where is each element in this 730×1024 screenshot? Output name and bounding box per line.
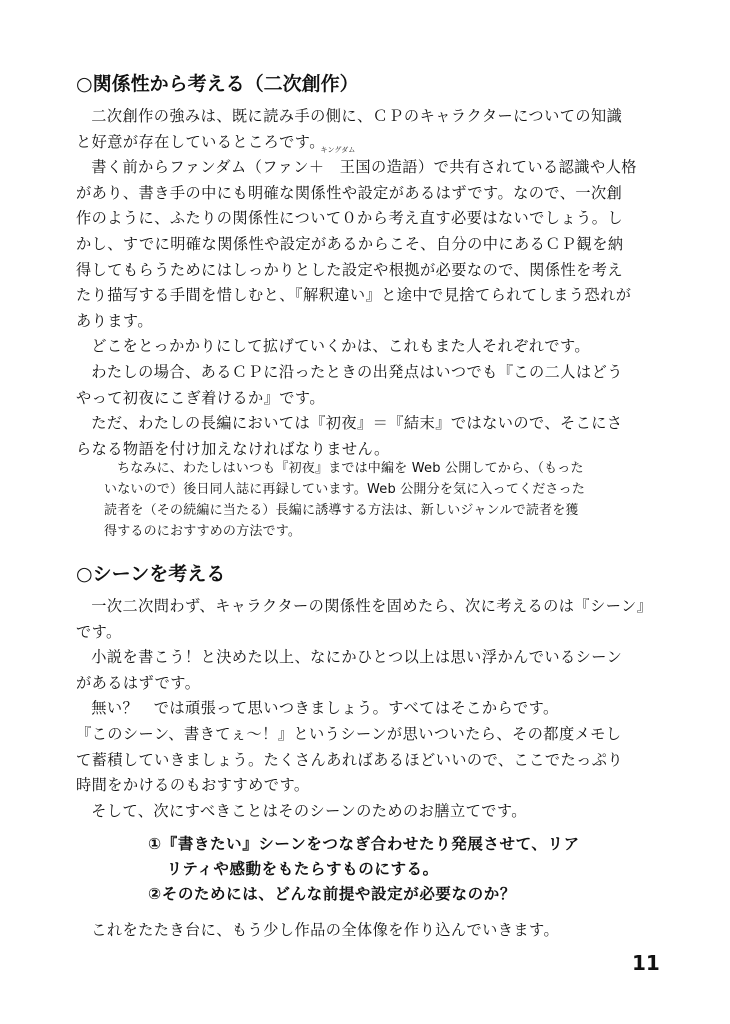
text-line: 小説を書こう！と決めた以上、なにかひとつ以上は思い浮かんでいるシーン bbox=[91, 648, 623, 667]
paragraph-fandom bbox=[76, 146, 660, 334]
note-line: ちなみに、わたしはいつも『初夜』までは中編を Web 公開してから、（もった bbox=[117, 461, 584, 476]
list-line: ②そのためには、どんな前提や設定が必要なのか？ bbox=[148, 885, 516, 903]
text-line: 得してもらうためにはしっかりとした設定や根拠が必要なので、関係性を考え bbox=[76, 260, 624, 279]
list-line: リティや感動をもたらすものにする。 bbox=[166, 860, 439, 878]
section-heading-relationship: ○関係性から考える（二次創作） bbox=[76, 73, 359, 95]
text-line: かし、すでに明確な関係性や設定があるからこそ、自分の中にあるＣＰ観を納 bbox=[76, 234, 624, 253]
paragraph bbox=[76, 696, 660, 722]
closing-paragraph bbox=[76, 918, 660, 944]
numbered-list bbox=[148, 832, 618, 907]
text-line: 無い？ では頑張って思いつきましょう。すべてはそこからです。 bbox=[91, 699, 559, 718]
ruby-annotation: キングダム bbox=[320, 146, 356, 155]
text-line: 一次二次問わず、キャラクターの関係性を固めたら、次に考えるのは『シーン』 bbox=[91, 597, 653, 615]
side-note bbox=[104, 458, 644, 542]
text-line: と好意が存在しているところです。 bbox=[76, 132, 325, 151]
text-line: ただ、わたしの長編においては『初夜』＝『結末』ではないので、そこにさ bbox=[91, 414, 623, 433]
paragraph bbox=[76, 411, 660, 462]
text-line: です。 bbox=[76, 622, 122, 641]
paragraph bbox=[76, 722, 660, 799]
text-line: 時間をかけるのもおすすめです。 bbox=[76, 776, 310, 795]
text-line: らなる物語を付け加えなければなりません。 bbox=[76, 439, 390, 458]
note-line: いないので）後日同人誌に再録しています。Web 公開分を気に入ってくださった bbox=[104, 482, 586, 497]
text-line: 二次創作の強みは、既に読み手の側に、ＣＰのキャラクターについての知識 bbox=[91, 107, 623, 125]
paragraph bbox=[76, 594, 660, 645]
fandom-text: 書く前からファンダム（ファン＋ bbox=[91, 158, 325, 177]
text-line: があるはずです。 bbox=[76, 673, 201, 692]
section-heading-scene: ○シーンを考える bbox=[76, 563, 226, 585]
fandom-text-rest: の造語）で共有されている認識や人格 bbox=[371, 158, 637, 177]
section-relationship-body bbox=[76, 104, 660, 462]
note-line: 得するのにおすすめの方法です。 bbox=[104, 524, 302, 539]
text-line: あります。 bbox=[76, 311, 153, 330]
paragraph bbox=[76, 360, 660, 411]
list-line: ①『書きたい』シーンをつなぎ合わせたり発展させて、リア bbox=[148, 835, 580, 853]
section-scene-body bbox=[76, 594, 660, 824]
paragraph bbox=[76, 334, 660, 360]
text-line: 『このシーン、書きてぇ～！』というシーンが思いついたら、その都度メモし bbox=[76, 724, 622, 743]
paragraph bbox=[76, 104, 660, 155]
text-line: たり描写する手間を惜しむと、『解釈違い』と途中で見捨てられてしまう恐れが bbox=[76, 286, 632, 305]
ruby-base: 王国 bbox=[339, 158, 372, 177]
list-item bbox=[148, 882, 618, 907]
text-line: そして、次にすべきことはそのシーンのためのお膳立てです。 bbox=[91, 801, 527, 820]
text-line: やって初夜にこぎ着けるか』です。 bbox=[76, 388, 325, 407]
page-number: 11 bbox=[632, 951, 660, 975]
paragraph bbox=[76, 799, 660, 825]
text-line: わたしの場合、あるＣＰに沿ったときの出発点はいつでも『この二人はどう bbox=[91, 362, 623, 381]
ruby-word bbox=[320, 146, 372, 181]
paragraph bbox=[76, 645, 660, 696]
note-line: 読者を（その続編に当たる）長編に誘導する方法は、新しいジャンルで読者を獲 bbox=[104, 503, 579, 518]
text-line: これをたたき台に、もう少し作品の全体像を作り込んでいきます。 bbox=[91, 921, 560, 939]
text-line bbox=[76, 146, 660, 181]
list-item bbox=[148, 832, 618, 882]
text-line: どこをとっかかりにして拡げていくかは、これもまた人それぞれです。 bbox=[91, 337, 591, 356]
text-line: 作のように、ふたりの関係性について０から考え直す必要はないでしょう。し bbox=[76, 209, 624, 228]
text-line: て蓄積していきましょう。たくさんあればあるほどいいので、ここでたっぷり bbox=[76, 750, 624, 769]
text-line: があり、書き手の中にも明確な関係性や設定があるはずです。なので、一次創 bbox=[76, 183, 623, 202]
